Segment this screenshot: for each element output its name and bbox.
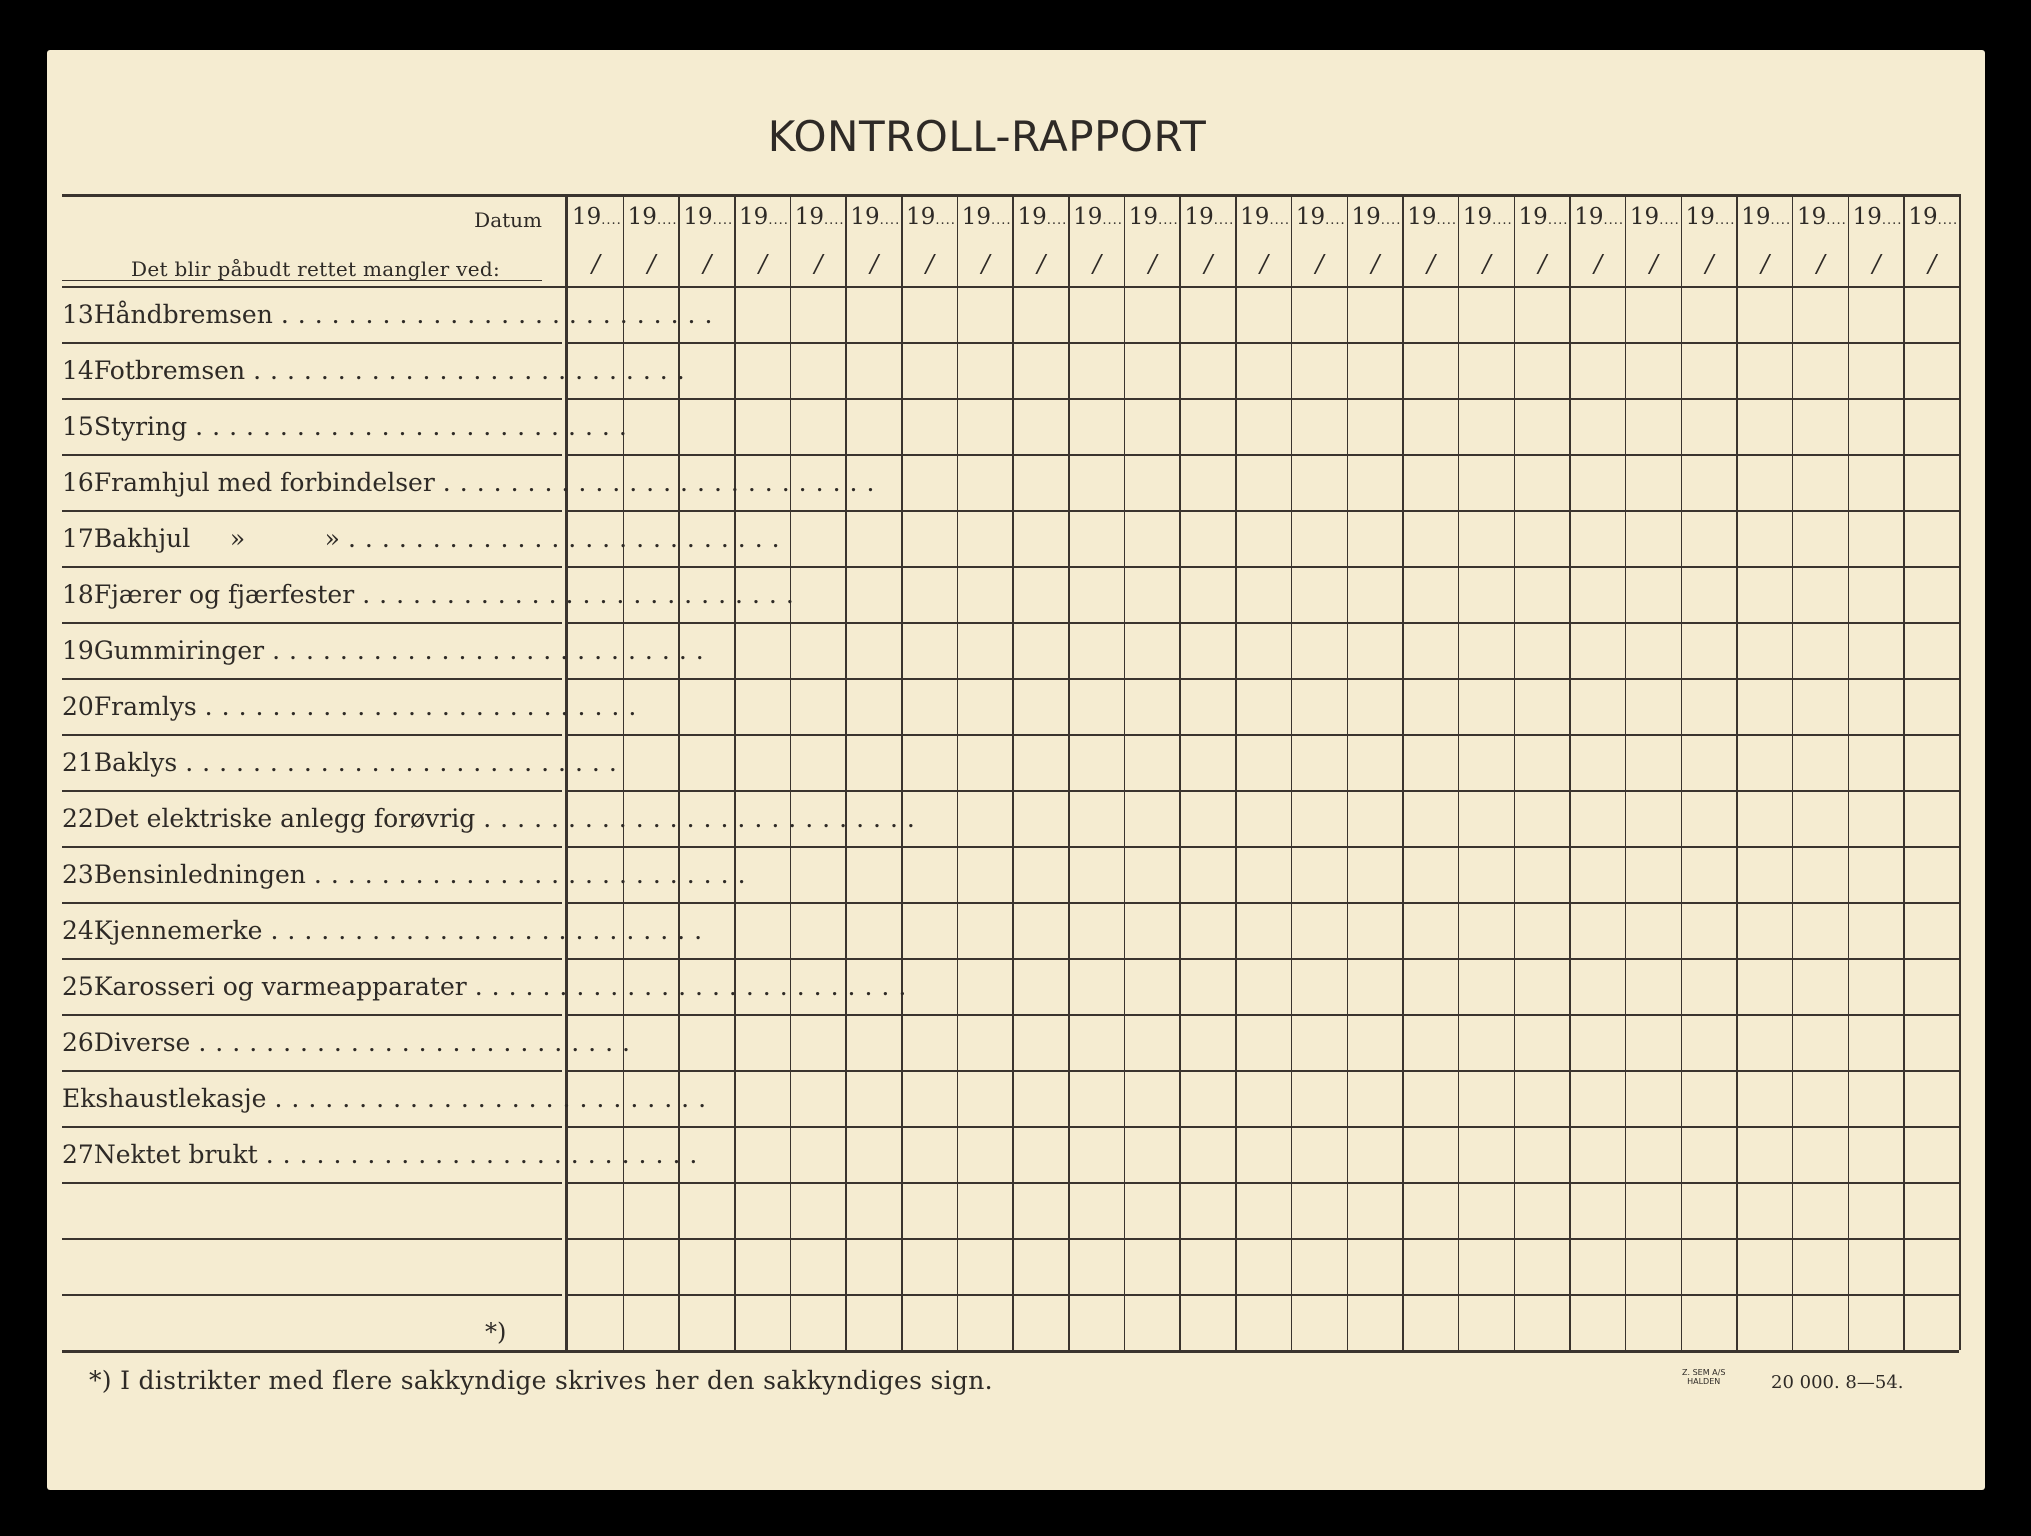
row-text: Håndbremsen: [93, 299, 273, 329]
date-separator: /: [870, 250, 879, 278]
row-label: [62, 398, 636, 454]
date-year-cell: [1741, 204, 1797, 230]
row-rule: [567, 958, 1959, 960]
dot-leader: ..........................: [362, 579, 803, 609]
row-number: 20: [62, 691, 94, 721]
row-rule: [567, 902, 1959, 904]
row-rule: [567, 622, 1959, 624]
date-separator: /: [814, 250, 823, 278]
column-rule: [1903, 194, 1905, 1350]
column-rule: [734, 194, 736, 1350]
dot-leader: ..........................: [347, 523, 789, 553]
column-rule: [1736, 194, 1738, 1350]
date-year-cell: [1407, 204, 1463, 230]
date-separator: /: [1761, 250, 1770, 278]
column-rule: [1569, 194, 1571, 1350]
year-dots: ....: [1937, 213, 1959, 228]
year-dots: ....: [879, 213, 901, 228]
year-dots: ....: [824, 213, 845, 228]
row-label: [62, 846, 755, 902]
row-label: [62, 342, 694, 398]
date-separator: /: [1928, 250, 1937, 278]
year-dots: ....: [1380, 213, 1402, 228]
row-rule: [567, 1182, 1959, 1184]
column-rule: [790, 194, 792, 1350]
date-separator: /: [1427, 250, 1436, 278]
row-label: [62, 510, 789, 566]
date-year-cell: [1630, 204, 1686, 230]
date-year-cell: [1463, 204, 1519, 230]
row-rule: [567, 678, 1959, 680]
year-prefix: 19: [1574, 204, 1604, 230]
row-number: 18: [62, 579, 94, 609]
row-number: 16: [62, 467, 94, 497]
date-year-cell: [1574, 204, 1630, 230]
dot-leader: ..........................: [483, 803, 924, 833]
datum-label: Datum: [474, 208, 542, 232]
year-prefix: 19: [1128, 204, 1159, 230]
year-dots: ....: [935, 213, 956, 228]
year-dots: ....: [1659, 213, 1680, 228]
column-rule: [901, 194, 903, 1350]
row-rule: [567, 566, 1959, 568]
year-prefix: 19: [1908, 204, 1938, 230]
date-year-cell: [1017, 204, 1073, 230]
footnote: *) I distrikter med flere sakkyndige skrives her den sakkyndiges sign.: [89, 1366, 993, 1395]
row-number: 22: [62, 803, 94, 833]
year-prefix: 19: [1518, 204, 1548, 230]
date-separator: /: [758, 250, 767, 278]
row-label: [62, 1014, 639, 1070]
row-rule: [567, 734, 1959, 736]
row-label: [62, 958, 916, 1014]
row-label: [62, 286, 722, 342]
year-prefix: 19: [572, 204, 602, 230]
row-rule: [567, 398, 1959, 400]
row-text: Det elektriske anlegg forøvrig: [93, 803, 476, 833]
column-rule: [957, 194, 959, 1350]
dot-leader: ..........................: [265, 1139, 707, 1169]
row-label: [62, 790, 924, 846]
year-dots: ....: [1603, 213, 1625, 228]
date-year-cell: [906, 204, 962, 230]
date-year-cell: [1184, 204, 1240, 230]
date-year-cell: [1073, 204, 1129, 230]
bottom-rule: [62, 1350, 1959, 1353]
row-number: 21: [62, 747, 94, 777]
row-text: Ekshaustlekasje: [62, 1083, 267, 1113]
column-rule: [1458, 194, 1460, 1350]
dot-leader: ..........................: [195, 411, 636, 441]
row-rule: [567, 1294, 1959, 1296]
row-rule: [62, 1238, 562, 1240]
row-number: 15: [62, 411, 94, 441]
row-text: Gummiringer: [93, 635, 265, 665]
row-number: 26: [62, 1027, 94, 1057]
date-year-cell: [739, 204, 795, 230]
row-number: 14: [62, 355, 94, 385]
date-separator: /: [1705, 250, 1714, 278]
year-dots: ....: [1269, 213, 1290, 228]
year-dots: ....: [712, 213, 734, 228]
date-separator: /: [1371, 250, 1380, 278]
column-rule: [1792, 194, 1794, 1350]
dot-leader: ..........................: [474, 971, 916, 1001]
year-dots: ....: [1770, 213, 1792, 228]
year-dots: ....: [1492, 213, 1513, 228]
date-year-cell: [683, 204, 739, 230]
date-separator: /: [1816, 250, 1825, 278]
dot-leader: ..........................: [198, 1027, 639, 1057]
year-dots: ....: [1826, 213, 1847, 228]
year-prefix: 19: [906, 204, 936, 230]
row-text: Karosseri og varmeapparater: [93, 971, 467, 1001]
row-text: Diverse: [93, 1027, 191, 1057]
row-number: 25: [62, 971, 94, 1001]
year-dots: ....: [1325, 213, 1346, 228]
dot-leader: ..........................: [280, 299, 722, 329]
year-dots: ....: [1102, 213, 1123, 228]
year-dots: ....: [991, 213, 1012, 228]
year-prefix: 19: [1741, 204, 1771, 230]
year-prefix: 19: [1796, 204, 1827, 230]
dot-leader: ..........................: [253, 355, 694, 385]
form-title: KONTROLL-RAPPORT: [767, 112, 1207, 161]
row-number: 19: [62, 635, 94, 665]
date-year-cell: [1352, 204, 1408, 230]
form-card: [47, 50, 1985, 1490]
column-rule: [1959, 194, 1961, 1350]
date-separator: /: [925, 250, 934, 278]
date-year-cell: [1686, 204, 1742, 230]
date-year-cell: [795, 204, 851, 230]
row-rule: [567, 342, 1959, 344]
column-rule: [1068, 194, 1070, 1350]
date-separator: /: [1204, 250, 1213, 278]
date-year-cell: [1240, 204, 1296, 230]
year-prefix: 19: [850, 204, 880, 230]
dot-leader: ..........................: [272, 635, 713, 665]
column-rule: [1402, 194, 1404, 1350]
year-dots: ....: [1158, 213, 1179, 228]
year-prefix: 19: [1351, 204, 1381, 230]
printer-city: HALDEN: [1687, 1377, 1721, 1386]
column-header-text: Det blir påbudt rettet mangler ved:: [131, 257, 500, 281]
year-dots: ....: [1714, 213, 1736, 228]
year-dots: ....: [1436, 213, 1457, 228]
row-text: Fotbremsen: [93, 355, 246, 385]
row-label: [62, 678, 646, 734]
date-separator: /: [1092, 250, 1102, 278]
row-text: Bakhjul » »: [93, 523, 340, 553]
column-rule: [1291, 194, 1293, 1350]
year-prefix: 19: [1462, 204, 1493, 230]
row-rule: [567, 1238, 1959, 1240]
year-prefix: 19: [1184, 204, 1214, 230]
top-rule: [62, 194, 1959, 197]
dot-leader: ..........................: [313, 859, 755, 889]
column-rule: [1625, 194, 1627, 1350]
row-text: Fjærer og fjærfester: [93, 579, 355, 609]
row-number: 17: [62, 523, 94, 553]
year-prefix: 19: [627, 204, 657, 230]
year-prefix: 19: [961, 204, 992, 230]
date-separator: /: [1872, 250, 1881, 278]
date-year-cell: [850, 204, 906, 230]
row-label: [62, 622, 713, 678]
year-prefix: 19: [1017, 204, 1047, 230]
row-text: Nektet brukt: [93, 1139, 258, 1169]
column-rule: [1681, 194, 1683, 1350]
date-separator: /: [1594, 250, 1603, 278]
date-separator: /: [1148, 250, 1157, 278]
column-rule: [1012, 194, 1014, 1350]
date-separator: /: [647, 250, 656, 278]
row-rule: [567, 1126, 1959, 1128]
row-text: Framlys: [93, 691, 197, 721]
year-prefix: 19: [1295, 204, 1326, 230]
print-run: 20 000. 8—54.: [1771, 1372, 1904, 1393]
dot-leader: ..........................: [185, 747, 626, 777]
year-dots: ....: [1213, 213, 1235, 228]
row-rule: [567, 790, 1959, 792]
year-dots: ....: [768, 213, 789, 228]
column-rule: [1347, 194, 1349, 1350]
date-year-cell: [1797, 204, 1853, 230]
date-year-cell: [572, 204, 628, 230]
dot-leader: ..........................: [442, 467, 884, 497]
row-number: 24: [62, 915, 94, 945]
year-prefix: 19: [683, 204, 713, 230]
row-label: [62, 1126, 707, 1182]
signature-marker: *): [485, 1318, 507, 1346]
row-text: Kjennemerke: [93, 915, 263, 945]
date-separator: /: [1260, 250, 1269, 278]
dot-leader: ..........................: [204, 691, 646, 721]
row-rule: [62, 1294, 562, 1296]
date-separator: /: [591, 250, 600, 278]
year-dots: ....: [656, 213, 678, 228]
row-text: Styring: [93, 411, 188, 441]
row-rule: [567, 1070, 1959, 1072]
year-dots: ....: [1046, 213, 1068, 228]
dot-leader: ..........................: [274, 1083, 716, 1113]
date-separator: /: [1538, 250, 1547, 278]
year-prefix: 19: [794, 204, 824, 230]
column-rule: [1848, 194, 1850, 1350]
date-year-cell: [962, 204, 1018, 230]
year-dots: ....: [601, 213, 622, 228]
year-prefix: 19: [739, 204, 769, 230]
row-label: [62, 734, 626, 790]
column-rule: [845, 194, 847, 1350]
row-label: [62, 1070, 716, 1126]
row-label: [62, 454, 884, 510]
year-prefix: 19: [1685, 204, 1715, 230]
year-prefix: 19: [1629, 204, 1660, 230]
row-number: 13: [62, 299, 94, 329]
date-year-cell: [1853, 204, 1909, 230]
date-separator: /: [1037, 250, 1046, 278]
row-rule: [567, 1014, 1959, 1016]
year-dots: ....: [1547, 213, 1569, 228]
row-rule: [567, 454, 1959, 456]
column-rule: [1124, 194, 1126, 1350]
year-dots: ....: [1881, 213, 1903, 228]
row-rule: [62, 1182, 562, 1184]
year-prefix: 19: [1240, 204, 1270, 230]
column-rule: [1514, 194, 1516, 1350]
row-rule: [567, 846, 1959, 848]
printer-name: Z. SEM A/S: [1682, 1368, 1726, 1377]
year-prefix: 19: [1407, 204, 1437, 230]
date-year-cell: [628, 204, 684, 230]
date-separator: /: [1315, 250, 1324, 278]
printer-imprint: [1682, 1368, 1725, 1386]
column-rule: [1179, 194, 1181, 1350]
date-separator: /: [1482, 250, 1491, 278]
date-year-cell: [1129, 204, 1185, 230]
date-separator: /: [1649, 250, 1658, 278]
row-number: 23: [62, 859, 94, 889]
row-rule: [567, 510, 1959, 512]
date-separator: /: [703, 250, 712, 278]
date-year-cell: [1519, 204, 1575, 230]
row-text: Baklys: [93, 747, 178, 777]
dot-leader: ..........................: [270, 915, 712, 945]
year-prefix: 19: [1073, 204, 1103, 230]
date-year-cell: [1296, 204, 1352, 230]
row-number: 27: [62, 1139, 94, 1169]
date-separator: /: [981, 250, 990, 278]
row-label: [62, 566, 803, 622]
column-rule: [1235, 194, 1237, 1350]
row-text: Framhjul med forbindelser: [93, 467, 435, 497]
row-label: [62, 902, 712, 958]
date-year-cell: [1908, 204, 1964, 230]
year-prefix: 19: [1852, 204, 1882, 230]
row-text: Bensinledningen: [93, 859, 306, 889]
